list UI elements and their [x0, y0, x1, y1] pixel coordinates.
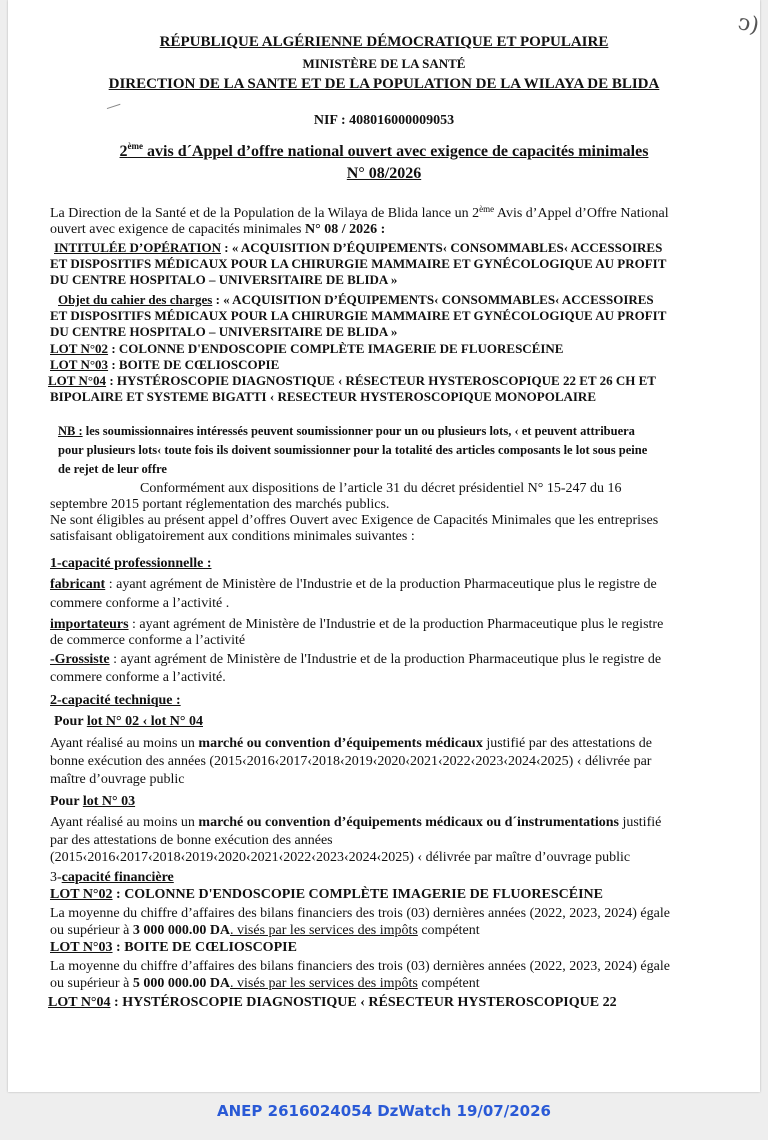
footer-reference: ANEP 2616024054 DzWatch 19/07/2026: [217, 1102, 551, 1120]
header-republic: RÉPUBLIQUE ALGÉRIENNE DÉMOCRATIQUE ET POPULAIRE: [159, 34, 609, 50]
conform-line-4: satisfaisant obligatoirement aux conditions minimales suivantes :: [50, 529, 415, 544]
importateurs-line-2: de commerce conforme a l’activité: [50, 633, 246, 648]
pour-lot-02-04: Pour lot N° 02 ‹ lot N° 04: [54, 714, 203, 729]
grossiste-line-2: commere conforme a l’activité.: [50, 670, 226, 685]
cap-pro-heading: 1-capacité professionnelle :: [50, 556, 212, 571]
header-ministry: MINISTÈRE DE LA SANTÉ: [302, 56, 466, 71]
fin-lot-04: LOT N°04 : HYSTÉROSCOPIE DIAGNOSTIQUE ‹ RÉSECTEUR HYSTEROSCOPIQUE 22: [48, 995, 617, 1010]
document-page: [8, 0, 760, 1092]
handwritten-mark: ↄ): [735, 10, 762, 39]
fin-lot-03-line-1: La moyenne du chiffre d’affaires des bilans financiers des trois (03) dernières années (2022, 2023, 2024) égale: [50, 959, 670, 974]
fabricant-line-2: commere conforme a l’activité .: [50, 596, 230, 611]
intro-line-1: La Direction de la Santé et de la Population de la Wilaya de Blida lance un 2ème Avis d’Appel d’Offre National: [50, 204, 669, 221]
importateurs-line-1: importateurs : ayant agrément de Ministère de l'Industrie et de la production Pharmaceutique plus le registre: [50, 617, 664, 632]
objet-line-2: ET DISPOSITIFS MÉDICAUX POUR LA CHIRURGIE MAMMAIRE ET GYNÉCOLOGIQUE AU PROFIT: [50, 308, 667, 323]
fin-lot-02: LOT N°02 : COLONNE D'ENDOSCOPIE COMPLÈTE IMAGERIE DE FLUORESCÉINE: [50, 887, 603, 902]
tech-p1-line-1: Ayant réalisé au moins un marché ou convention d’équipements médicaux justifié par des attestations de: [50, 736, 652, 751]
fin-lot-02-line-2: ou supérieur à 3 000 000.00 DA. visés par les services des impôts compétent: [50, 923, 480, 938]
intitulee-line-3: DU CENTRE HOSPITALO – UNIVERSITAIRE DE BLIDA »: [50, 272, 398, 287]
lot-04: LOT N°04 : HYSTÉROSCOPIE DIAGNOSTIQUE ‹ RÉSECTEUR HYSTEROSCOPIQUE 22 ET 26 CH ET: [48, 373, 656, 388]
nb-line-3: de rejet de leur offre: [58, 462, 167, 476]
intro-line-2: ouvert avec exigence de capacités minimales N° 08 / 2026 :: [50, 222, 386, 237]
nb-line-1: NB : les soumissionnaires intéressés peuvent soumissionner pour un ou plusieurs lots, ‹ et peuvent attribuera: [58, 424, 635, 438]
objet-line-3: DU CENTRE HOSPITALO – UNIVERSITAIRE DE BLIDA »: [50, 324, 398, 339]
nb-line-2: pour plusieurs lots‹ toute fois ils doivent soumissionner pour la totalité des articles composants le lot sous peine: [58, 443, 648, 457]
pour-lot-03: Pour lot N° 03: [50, 794, 136, 809]
cap-tech-heading: 2-capacité technique :: [50, 693, 181, 708]
lot-04-continued: BIPOLAIRE ET SYSTEME BIGATTI ‹ RESECTEUR HYSTEROSCOPIQUE MONOPOLAIRE: [50, 389, 596, 404]
pen-tick-mark: [106, 100, 121, 109]
cap-fin-heading: 3-capacité financière: [50, 870, 174, 885]
conform-line-2: septembre 2015 portant réglementation des marchés publics.: [50, 497, 390, 512]
tech-p2-line-2: par des attestations de bonne exécution des années: [50, 833, 333, 848]
objet-line-1: Objet du cahier des charges : « ACQUISITION D’ÉQUIPEMENTS‹ CONSOMMABLES‹ ACCESSOIRES: [58, 292, 654, 307]
tech-p1-line-3: maître d’ouvrage public: [50, 772, 185, 787]
notice-title: 2ème avis d´Appel d’offre national ouvert avec exigence de capacités minimales: [119, 141, 649, 160]
notice-number: N° 08/2026: [346, 165, 422, 182]
fin-lot-03: LOT N°03 : BOITE DE CŒLIOSCOPIE: [50, 940, 297, 955]
tech-p2-line-1: Ayant réalisé au moins un marché ou convention d’équipements médicaux ou d´instrumentations justifié: [50, 815, 662, 830]
lot-03: LOT N°03 : BOITE DE CŒLIOSCOPIE: [50, 357, 280, 372]
fin-lot-02-line-1: La moyenne du chiffre d’affaires des bilans financiers des trois (03) dernières années (2022, 2023, 2024) égale: [50, 906, 670, 921]
tech-p2-line-3: (2015‹2016‹2017‹2018‹2019‹2020‹2021‹2022‹2023‹2024‹2025) ‹ délivrée par maître d’ouvrage public: [50, 850, 631, 865]
intitulee-line-1: INTITULÉE D’OPÉRATION : « ACQUISITION D’ÉQUIPEMENTS‹ CONSOMMABLES‹ ACCESSOIRES: [54, 240, 663, 255]
grossiste-line-1: -Grossiste : ayant agrément de Ministère de l'Industrie et de la production Pharmaceutique plus le registre de: [50, 652, 662, 667]
nif-number: NIF : 408016000009053: [313, 113, 455, 128]
tech-p1-line-2: bonne exécution des années (2015‹2016‹2017‹2018‹2019‹2020‹2021‹2022‹2023‹2024‹2025) ‹ délivrée par: [50, 754, 652, 769]
conform-line-3: Ne sont éligibles au présent appel d’offres Ouvert avec Exigence de Capacités Minimales que les entreprises: [50, 513, 659, 528]
header-direction: DIRECTION DE LA SANTE ET DE LA POPULATION DE LA WILAYA DE BLIDA: [108, 76, 660, 92]
intitulee-line-2: ET DISPOSITIFS MÉDICAUX POUR LA CHIRURGIE MAMMAIRE ET GYNÉCOLOGIQUE AU PROFIT: [50, 256, 667, 271]
fabricant-line-1: fabricant : ayant agrément de Ministère de l'Industrie et de la production Pharmaceutique plus le registre de: [50, 577, 657, 592]
fin-lot-03-line-2: ou supérieur à 5 000 000.00 DA. visés par les services des impôts compétent: [50, 976, 480, 991]
conform-line-1: Conformément aux dispositions de l’article 31 du décret présidentiel N° 15-247 du 16: [140, 481, 622, 496]
lot-02: LOT N°02 : COLONNE D'ENDOSCOPIE COMPLÈTE IMAGERIE DE FLUORESCÉINE: [50, 341, 564, 356]
